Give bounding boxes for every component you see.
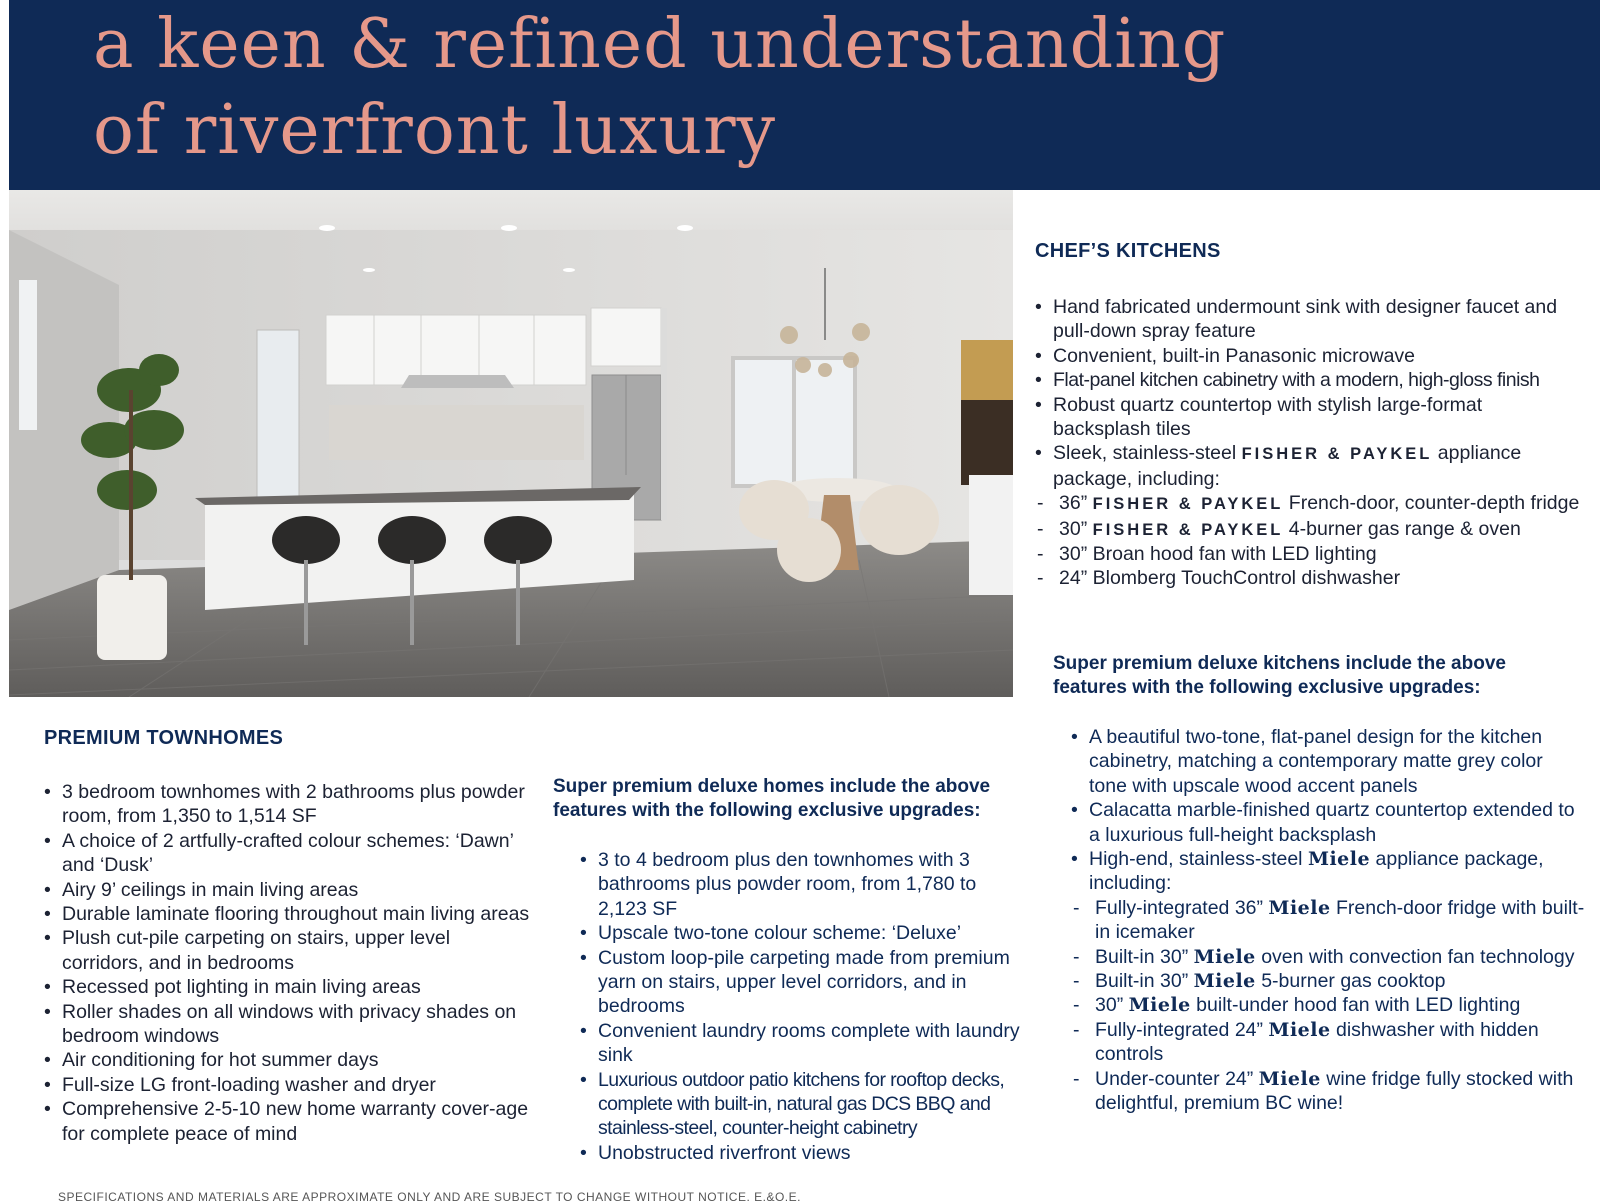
list-item: [1035, 491, 1585, 516]
list-item: • Calacatta marble-finished quartz countertop extended to a luxurious full-height backsplash: [1071, 798, 1586, 847]
fisher-paykel-logo: FISHER & PAYKEL: [1241, 445, 1433, 464]
list-item: [1035, 517, 1585, 542]
item-text: 5-burner gas cooktop: [1255, 970, 1446, 993]
item-text: Built-in 30”: [1095, 945, 1194, 968]
miele-appliance-list: [1071, 896, 1586, 1116]
miele-logo: Miele: [1193, 945, 1256, 968]
list-item: • Comprehensive 2-5-10 new home warranty cover-age for complete peace of mind: [44, 1097, 534, 1146]
item-text: Fully-integrated 36”: [1095, 896, 1269, 919]
list-item: • Convenient laundry rooms complete with laundry sink: [580, 1019, 1020, 1068]
list-item: • Flat-panel kitchen cabinetry with a modern, high-gloss finish: [1035, 368, 1585, 392]
page-title: [93, 2, 1226, 174]
list-item: • Custom loop-pile carpeting made from premium yarn on stairs, upper level corridors, and in bedrooms: [580, 946, 1020, 1019]
list-item: [1035, 441, 1585, 590]
item-text: dishwasher with hidden controls: [1095, 1018, 1539, 1066]
chefs-kitchens-list: [1035, 295, 1585, 591]
disclaimer: SPECIFICATIONS AND MATERIALS ARE APPROXIMATE ONLY AND ARE SUBJECT TO CHANGE WITHOUT NOTICE. E.&O.E.: [58, 1190, 801, 1204]
list-item: • A beautiful two-tone, flat-panel design for the kitchen cabinetry, matching a contemporary matte grey color tone with upscale wood accent panels: [1071, 725, 1586, 798]
item-text: Under-counter 24”: [1095, 1067, 1259, 1090]
chefs-kitchens-title: CHEF’S KITCHENS: [1035, 240, 1221, 262]
list-item: • Durable laminate flooring throughout main living areas: [44, 902, 534, 926]
list-item: • Hand fabricated undermount sink with designer faucet and pull-down spray feature: [1035, 295, 1585, 344]
miele-logo: Miele: [1193, 970, 1256, 993]
premium-townhomes-list: [44, 780, 534, 1146]
item-text: wine fridge fully stocked with delightful, premium BC wine!: [1095, 1067, 1574, 1115]
miele-logo: Miele: [1307, 848, 1371, 871]
list-item: • Upscale two-tone colour scheme: ‘Deluxe’: [580, 921, 1020, 945]
item-text: 4-burner gas range & oven: [1283, 517, 1521, 540]
item-text: Fully-integrated 24”: [1095, 1018, 1269, 1041]
list-item: • Plush cut-pile carpeting on stairs, upper level corridors, and in bedrooms: [44, 926, 534, 975]
appliance-outro: appliance package, including:: [1053, 442, 1522, 490]
miele-logo: Miele: [1268, 896, 1331, 919]
item-text: 24” Blomberg TouchControl dishwasher: [1059, 567, 1401, 590]
list-item: • Unobstructed riverfront views: [580, 1141, 1020, 1165]
list-item: • Airy 9’ ceilings in main living areas: [44, 878, 534, 902]
item-text: French-door fridge with built-in icemaker: [1095, 896, 1585, 944]
list-item: • Full-size LG front-loading washer and dryer: [44, 1073, 534, 1097]
miele-logo: Miele: [1258, 1067, 1321, 1090]
appliance-intro: Sleek, stainless-steel: [1053, 442, 1242, 465]
list-item: [1071, 1067, 1586, 1116]
list-item: • 3 to 4 bedroom plus den townhomes with 3 bathrooms plus powder room, from 1,780 to 2,123 SF: [580, 848, 1020, 921]
miele-logo: Miele: [1128, 994, 1191, 1017]
list-item: [1035, 542, 1585, 566]
item-text: 30”: [1095, 994, 1129, 1017]
deluxe-kitchens-heading: Super premium deluxe kitchens include the above features with the following exclusive upgrades:: [1053, 653, 1506, 698]
fisher-paykel-logo: FISHER & PAYKEL: [1092, 495, 1284, 514]
list-item: [1071, 847, 1586, 1115]
miele-logo: Miele: [1268, 1018, 1331, 1041]
list-item: • Convenient, built-in Panasonic microwave: [1035, 344, 1585, 368]
premium-townhomes-title: PREMIUM TOWNHOMES: [44, 727, 284, 749]
item-text: built-under hood fan with LED lighting: [1190, 994, 1521, 1017]
kitchen-illustration: [9, 190, 1013, 697]
title-line-2: of riverfront luxury: [93, 91, 777, 170]
list-item: [1035, 566, 1585, 590]
list-item: • Roller shades on all windows with privacy shades on bedroom windows: [44, 1000, 534, 1049]
header-banner: [9, 0, 1600, 190]
item-text: Built-in 30”: [1095, 970, 1194, 993]
deluxe-homes-heading: Super premium deluxe homes include the above features with the following exclusive upgrades:: [553, 776, 991, 821]
deluxe-kitchens-list: [1071, 725, 1586, 1116]
list-item: [1071, 969, 1586, 993]
list-item: • Air conditioning for hot summer days: [44, 1048, 534, 1072]
list-item: • Recessed pot lighting in main living areas: [44, 975, 534, 999]
item-text: 30”: [1059, 517, 1093, 540]
list-item: [1071, 993, 1586, 1017]
item-text: oven with convection fan technology: [1255, 945, 1575, 968]
list-item: [1071, 896, 1586, 945]
list-item: • A choice of 2 artfully-crafted colour schemes: ‘Dawn’ and ‘Dusk’: [44, 829, 534, 878]
list-item: • Luxurious outdoor patio kitchens for rooftop decks, complete with built-in, natural gas DCS BBQ and stainless-steel, counter-height cabinetry: [580, 1068, 1020, 1141]
appliance-intro: High-end, stainless-steel: [1089, 848, 1308, 871]
title-line-1: a keen & refined understanding: [93, 5, 1227, 84]
list-item: [1071, 945, 1586, 969]
item-text: 36”: [1059, 492, 1093, 515]
item-text: French-door, counter-depth fridge: [1283, 492, 1580, 515]
fisher-paykel-logo: FISHER & PAYKEL: [1092, 520, 1284, 539]
item-text: 30” Broan hood fan with LED lighting: [1059, 543, 1377, 566]
appliance-outro: appliance package, including:: [1089, 848, 1544, 895]
kitchen-rendering: [9, 190, 1013, 697]
list-item: • Robust quartz countertop with stylish large-format backsplash tiles: [1035, 393, 1585, 442]
deluxe-homes-list: [580, 848, 1020, 1165]
fp-appliance-list: [1035, 491, 1585, 591]
list-item: • 3 bedroom townhomes with 2 bathrooms plus powder room, from 1,350 to 1,514 SF: [44, 780, 534, 829]
list-item: [1071, 1018, 1586, 1067]
